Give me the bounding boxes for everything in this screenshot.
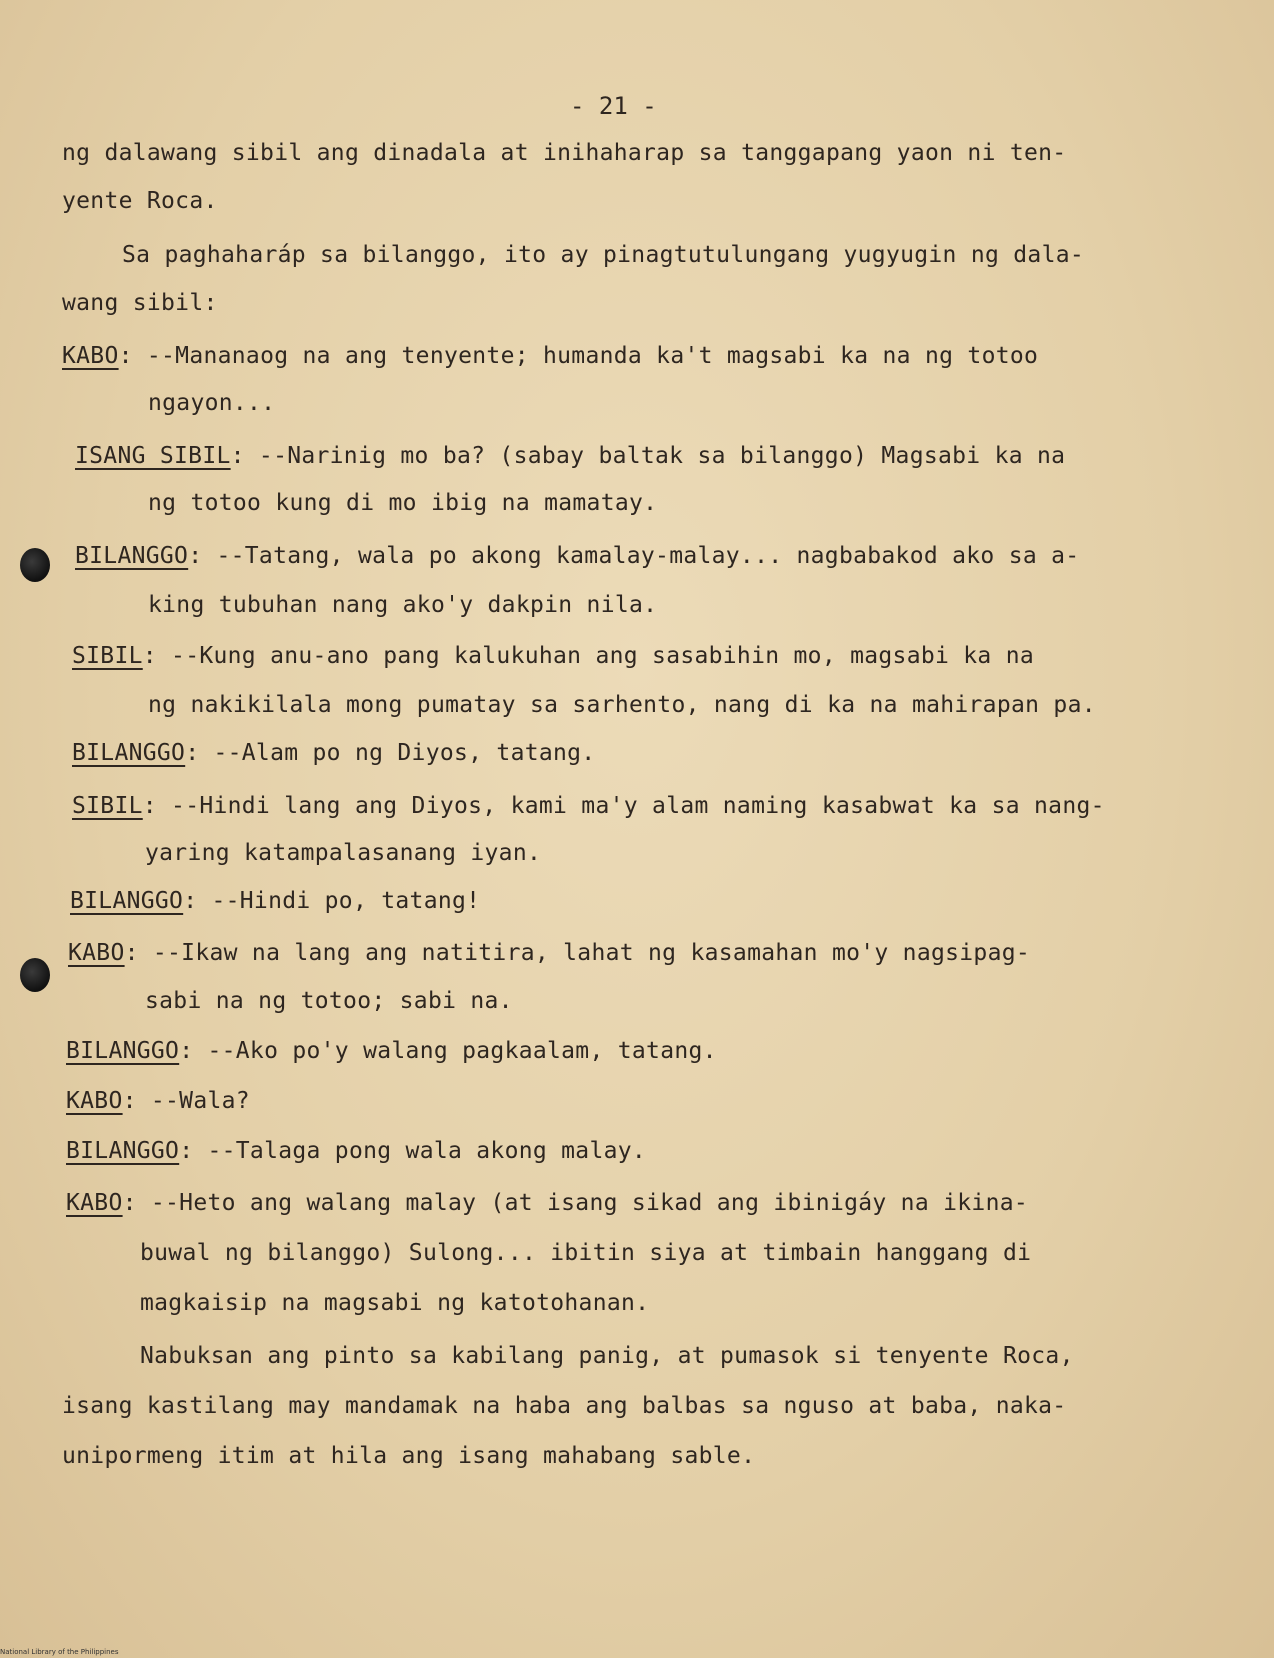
speaker-label: KABO xyxy=(62,343,119,369)
speaker-label: SIBIL xyxy=(72,793,143,819)
dialogue-line: BILANGGO: --Hindi po, tatang! xyxy=(70,888,481,914)
dialogue-line: ISANG SIBIL: --Narinig mo ba? (sabay baltak sa bilanggo) Magsabi ka na xyxy=(75,443,1066,469)
speaker-label: KABO xyxy=(66,1088,123,1114)
speaker-label: BILANGGO xyxy=(66,1038,180,1064)
text-line: isang kastilang may mandamak na haba ang balbas sa nguso at baba, naka- xyxy=(62,1393,1067,1419)
dialogue-line: KABO: --Wala? xyxy=(66,1088,250,1114)
page-number: - 21 - xyxy=(570,92,657,120)
text-line: buwal ng bilanggo) Sulong... ibitin siya at timbain hanggang di xyxy=(140,1240,1032,1266)
text-line: wang sibil: xyxy=(62,290,218,316)
dialogue-line: SIBIL: --Hindi lang ang Diyos, kami ma'y alam naming kasabwat ka sa nang- xyxy=(72,793,1105,819)
text-line: magkaisip na magsabi ng katotohanan. xyxy=(140,1290,650,1316)
text-line: sabi na ng totoo; sabi na. xyxy=(145,988,513,1014)
speaker-label: KABO xyxy=(66,1190,123,1216)
dialogue-line: SIBIL: --Kung anu-ano pang kalukuhan ang sasabihin mo, magsabi ka na xyxy=(72,643,1035,669)
punch-hole xyxy=(20,958,50,992)
speaker-label: BILANGGO xyxy=(72,740,186,766)
dialogue-line: KABO: --Ikaw na lang ang natitira, lahat ng kasamahan mo'y nagsipag- xyxy=(68,940,1031,966)
dialogue-line: BILANGGO: --Ako po'y walang pagkaalam, tatang. xyxy=(66,1038,717,1064)
speaker-label: ISANG SIBIL xyxy=(75,443,231,469)
text-line: king tubuhan nang ako'y dakpin nila. xyxy=(148,592,658,618)
footer-credit: National Library of the Philippines xyxy=(0,1648,119,1656)
text-line: ngayon... xyxy=(148,390,276,416)
speaker-label: BILANGGO xyxy=(66,1138,180,1164)
speaker-label: BILANGGO xyxy=(70,888,184,914)
text-line: ng totoo kung di mo ibig na mamatay. xyxy=(148,490,658,516)
dialogue-line: BILANGGO: --Tatang, wala po akong kamalay-malay... nagbabakod ako sa a- xyxy=(75,543,1080,569)
punch-hole xyxy=(20,548,50,582)
dialogue-line: KABO: --Heto ang walang malay (at isang sikad ang ibinigáy na ikina- xyxy=(66,1190,1029,1216)
dialogue-line: BILANGGO: --Talaga pong wala akong malay. xyxy=(66,1138,647,1164)
text-line: ng nakikilala mong pumatay sa sarhento, nang di ka na mahirapan pa. xyxy=(148,692,1096,718)
speaker-label: SIBIL xyxy=(72,643,143,669)
text-line: yente Roca. xyxy=(62,188,218,214)
speaker-label: KABO xyxy=(68,940,125,966)
text-line: Sa paghaharáp sa bilanggo, ito ay pinagtutulungang yugyugin ng dala- xyxy=(122,242,1085,268)
dialogue-line: KABO: --Mananaog na ang tenyente; humanda ka't magsabi ka na ng totoo xyxy=(62,343,1039,369)
dialogue-line: BILANGGO: --Alam po ng Diyos, tatang. xyxy=(72,740,596,766)
text-line: unipormeng itim at hila ang isang mahabang sable. xyxy=(62,1443,756,1469)
text-line: yaring katampalasanang iyan. xyxy=(145,840,542,866)
speaker-label: BILANGGO xyxy=(75,543,189,569)
text-line: ng dalawang sibil ang dinadala at inihaharap sa tanggapang yaon ni ten- xyxy=(62,140,1067,166)
text-line: Nabuksan ang pinto sa kabilang panig, at pumasok si tenyente Roca, xyxy=(140,1343,1074,1369)
